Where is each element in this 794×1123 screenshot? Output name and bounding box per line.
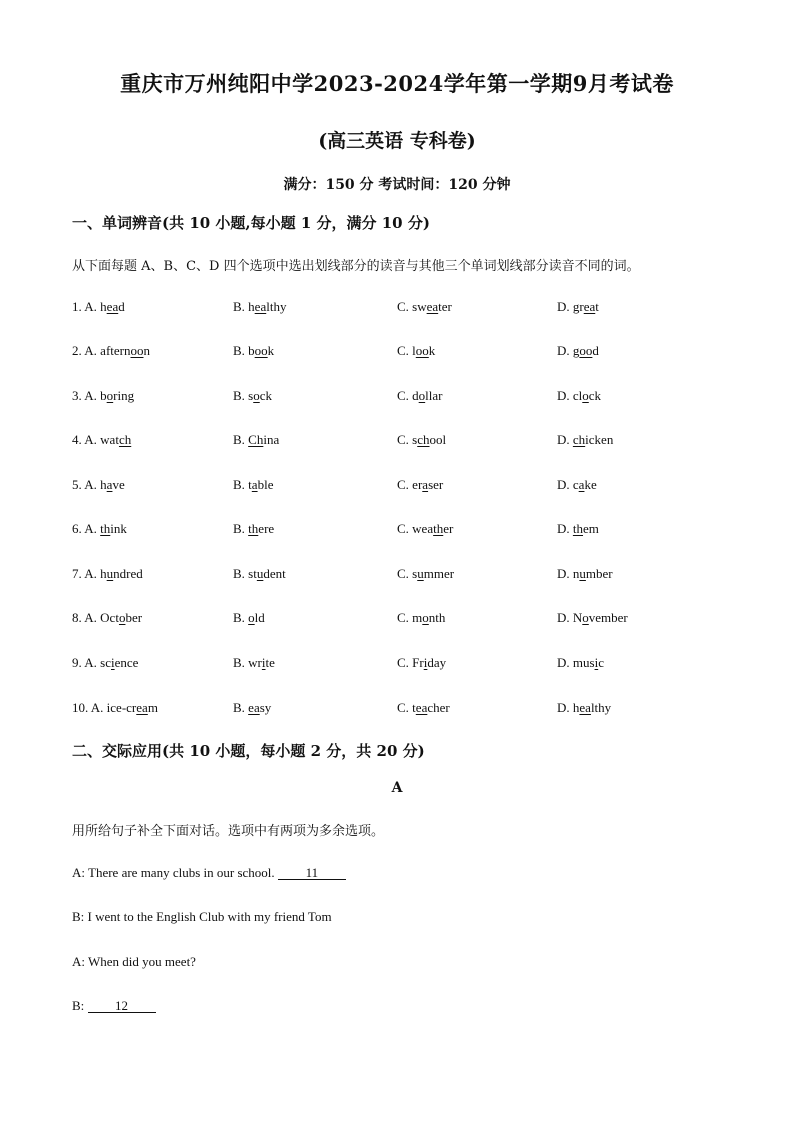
dialogue-line: B: I went to the English Club with my friend Tom (72, 909, 332, 924)
option-a: 7. A. hundred (72, 566, 143, 581)
option-b: B. China (233, 432, 280, 447)
option-c: C. summer (397, 566, 455, 581)
underlined-part: ea (136, 700, 148, 715)
answer-blank[interactable]: 12 (88, 999, 156, 1013)
option-b: B. sock (233, 388, 273, 403)
question-row (0, 566, 794, 586)
option-d: D. them (557, 521, 599, 536)
underlined-part: u (106, 566, 114, 581)
section2-instruction: 用所给句子补全下面对话。选项中有两项为多余选项。 (72, 824, 385, 839)
option-d: D. healthy (557, 700, 612, 715)
underlined-part: ea (583, 299, 596, 314)
question-row (0, 343, 794, 363)
question-row (0, 388, 794, 408)
option-d: D. clock (557, 388, 602, 403)
underlined-part: Ch (248, 432, 264, 447)
underlined-part: o (418, 388, 426, 403)
option-d: D. number (557, 566, 613, 581)
option-b: B. book (233, 343, 275, 358)
underlined-part: th (433, 521, 444, 536)
question-row (0, 521, 794, 541)
underlined-part: o (422, 610, 429, 625)
underlined-part: u (579, 566, 586, 581)
option-a: 8. A. October (72, 610, 143, 625)
underlined-part: i (594, 655, 599, 670)
option-d: D. great (557, 299, 599, 314)
underlined-part: ea (248, 700, 260, 715)
option-d: D. cake (557, 477, 597, 492)
underlined-part: ea (579, 700, 591, 715)
underlined-part: ea (106, 299, 119, 314)
option-b: B. healthy (233, 299, 287, 314)
part-a-label: A (391, 780, 403, 796)
question-row (0, 299, 794, 319)
option-b: B. there (233, 521, 275, 536)
underlined-part: a (106, 477, 113, 492)
exam-title: 重庆市万州纯阳中学2023-2024学年第一学期9月考试卷 (120, 71, 674, 96)
option-c: C. look (397, 343, 436, 358)
underlined-part: ea (426, 299, 439, 314)
option-a: 2. A. afternoon (72, 343, 150, 358)
underlined-part: a (251, 477, 258, 492)
option-d: D. good (557, 343, 599, 358)
option-b: B. write (233, 655, 275, 670)
dialogue-line: A: When did you meet? (72, 954, 196, 969)
exam-meta: 满分：150 分 考试时间：120 分钟 (283, 177, 511, 193)
option-a: 6. A. think (72, 521, 127, 536)
option-a: 3. A. boring (72, 388, 135, 403)
underlined-part: ch (118, 432, 132, 447)
section1-instruction: 从下面每题 A、B、C、D 四个选项中选出划线部分的读音与其他三个单词划线部分读音不同的词。 (72, 259, 640, 274)
underlined-part: o (253, 388, 260, 403)
option-c: C. weather (397, 521, 454, 536)
question-row (0, 655, 794, 675)
dialogue-line: B: 12 (72, 998, 156, 1014)
underlined-part: oo (130, 343, 144, 358)
underlined-part: ea (254, 299, 267, 314)
underlined-part: i (111, 655, 115, 670)
exam-subtitle: (高三英语 专科卷) (318, 130, 476, 152)
underlined-part: ea (415, 700, 428, 715)
option-d: D. music (557, 655, 604, 670)
underlined-part: th (572, 521, 584, 536)
option-d: D. chicken (557, 432, 614, 447)
underlined-part: ch (417, 432, 430, 447)
underlined-part: ch (572, 432, 586, 447)
option-b: B. easy (233, 700, 272, 715)
underlined-part: o (582, 610, 589, 625)
underlined-part: u (417, 566, 424, 581)
option-a: 10. A. ice-cream (72, 700, 158, 715)
underlined-part: th (248, 521, 259, 536)
underlined-part: o (118, 610, 126, 625)
option-d: D. November (557, 610, 628, 625)
question-row (0, 700, 794, 720)
underlined-part: oo (415, 343, 429, 358)
underlined-part: th (100, 521, 111, 536)
option-c: C. eraser (397, 477, 444, 492)
option-b: B. old (233, 610, 265, 625)
question-row (0, 432, 794, 452)
answer-blank[interactable]: 11 (278, 866, 346, 880)
underlined-part: o (106, 388, 114, 403)
underlined-part: a (578, 477, 585, 492)
option-c: C. Friday (397, 655, 447, 670)
option-c: C. school (397, 432, 447, 447)
underlined-part: o (582, 388, 589, 403)
underlined-part: u (256, 566, 264, 581)
option-b: B. table (233, 477, 274, 492)
section2-heading: 二、交际应用(共 10 小题，每小题 2 分，共 20 分) (72, 742, 425, 760)
question-row (0, 610, 794, 630)
option-a: 1. A. head (72, 299, 125, 314)
underlined-part: i (423, 655, 428, 670)
option-c: C. sweater (397, 299, 452, 314)
underlined-part: oo (579, 343, 593, 358)
option-a: 5. A. have (72, 477, 125, 492)
option-c: C. dollar (397, 388, 443, 403)
question-row (0, 477, 794, 497)
option-a: 4. A. watch (72, 432, 132, 447)
option-c: C. month (397, 610, 446, 625)
option-c: C. teacher (397, 700, 450, 715)
dialogue-line: A: There are many clubs in our school. 11 (72, 865, 346, 881)
option-a: 9. A. science (72, 655, 139, 670)
underlined-part: oo (254, 343, 268, 358)
section1-heading: 一、单词辨音(共 10 小题,每小题 1 分，满分 10 分) (72, 214, 430, 232)
underlined-part: o (248, 610, 255, 625)
option-b: B. student (233, 566, 286, 581)
underlined-part: a (422, 477, 429, 492)
underlined-part: i (261, 655, 266, 670)
